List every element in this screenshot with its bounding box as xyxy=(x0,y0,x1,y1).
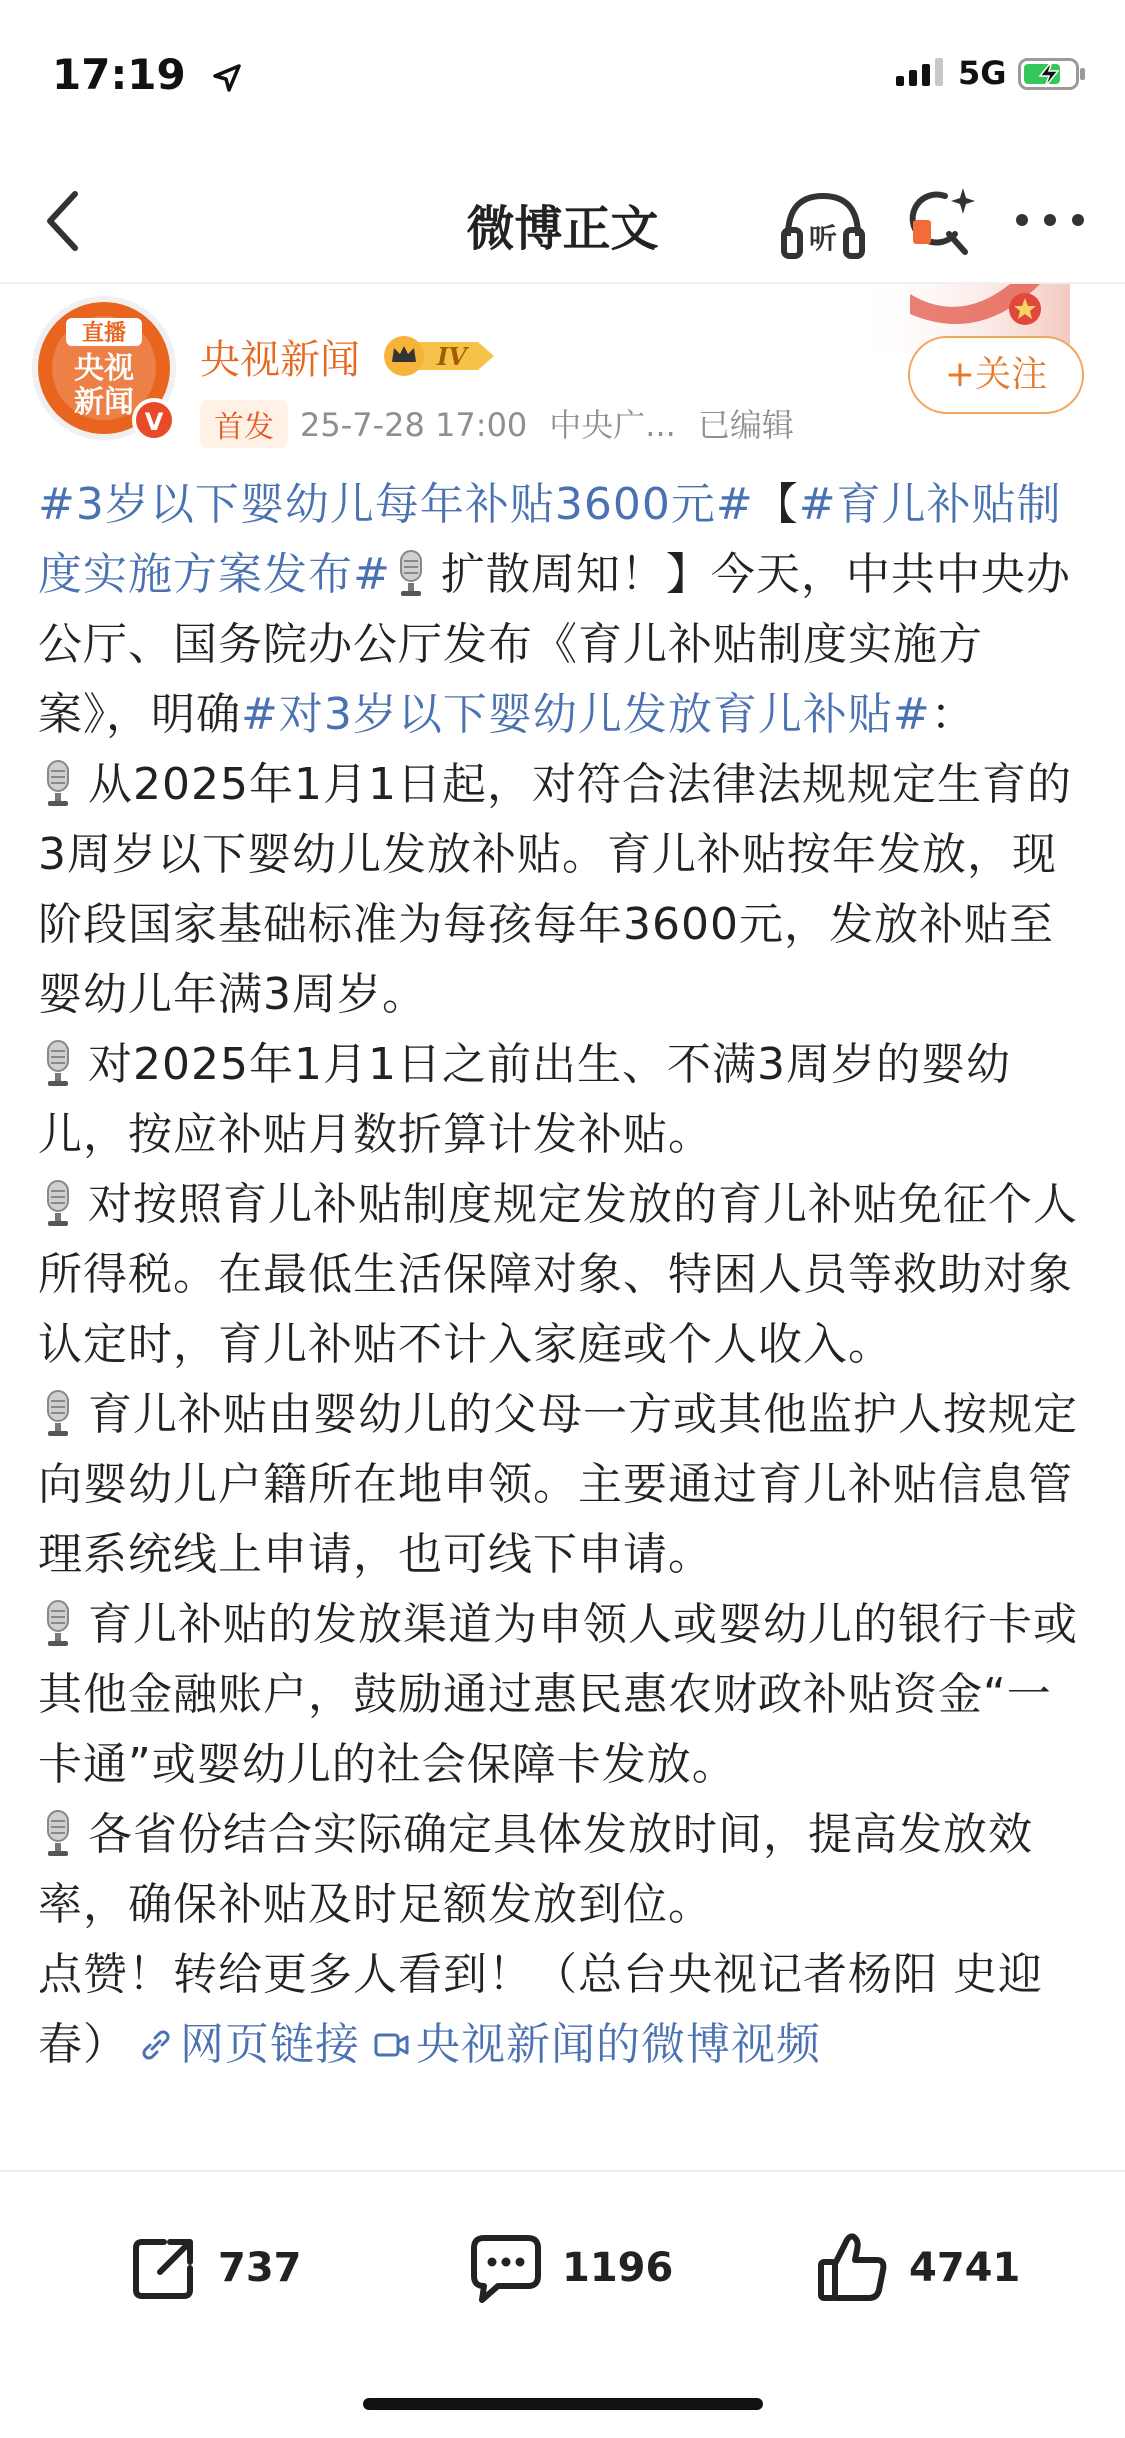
listen-button[interactable] xyxy=(778,184,868,264)
intro-paragraph xyxy=(38,470,1083,750)
post-timestamp: 25-7-28 17:00 xyxy=(300,406,528,444)
hashtag-link[interactable]: #育儿补贴制度实施方案发布# xyxy=(38,479,1062,600)
cellular-signal-icon xyxy=(896,58,946,86)
web-link[interactable] xyxy=(128,2019,360,2070)
repost-count: 737 xyxy=(218,2245,302,2291)
ai-search-button[interactable] xyxy=(895,182,985,262)
share-arrow-icon xyxy=(128,2232,200,2304)
bullet-point xyxy=(38,750,1083,1030)
microphone-emoji-icon xyxy=(38,1039,78,1089)
bullet-text: 对按照育儿补贴制度规定发放的育儿补贴免征个人所得税。在最低生活保障对象、特困人员等救助对象认定时，育儿补贴不计入家庭或个人收入。 xyxy=(38,1179,1078,1370)
home-indicator xyxy=(363,2398,763,2410)
video-icon xyxy=(372,2025,412,2065)
nav-bar xyxy=(0,160,1125,280)
time-text: 17:19 xyxy=(52,50,186,99)
svg-text:直播: 直播 xyxy=(81,321,127,346)
svg-text:V: V xyxy=(144,408,164,436)
bullet-text: 对2025年1月1日之前出生、不满3周岁的婴幼儿，按应补贴月数折算计发补贴。 xyxy=(38,1039,1011,1160)
repost-button[interactable] xyxy=(128,2228,302,2308)
back-button[interactable] xyxy=(30,184,100,258)
more-options-button[interactable] xyxy=(1010,200,1090,240)
comment-count: 1196 xyxy=(562,2245,674,2291)
first-post-badge: 首发 xyxy=(200,400,288,448)
bullet-point xyxy=(38,1590,1083,1800)
comment-button[interactable] xyxy=(468,2228,673,2308)
bullet-point xyxy=(38,1380,1083,1590)
bullet-text: 育儿补贴由婴幼儿的父母一方或其他监护人按规定向婴幼儿户籍所在地申领。主要通过育儿补贴信息管理系统线上申请，也可线下申请。 xyxy=(38,1389,1078,1580)
hashtag-link[interactable]: #对3岁以下婴幼儿发放育儿补贴# xyxy=(241,689,931,740)
bracket-text: 【 xyxy=(753,479,799,530)
location-arrow-icon xyxy=(212,63,242,93)
microphone-emoji-icon xyxy=(38,1179,78,1229)
microphone-emoji-icon xyxy=(38,1389,78,1439)
vip-crown-badge-icon xyxy=(382,334,502,378)
network-type: 5G xyxy=(958,54,1007,92)
battery-charging-icon xyxy=(1018,58,1088,90)
video-link-label: 央视新闻的微博视频 xyxy=(416,2019,821,2070)
author-name[interactable]: 央视新闻 xyxy=(200,337,360,383)
video-link[interactable] xyxy=(360,2019,821,2070)
comment-bubble-icon xyxy=(468,2230,544,2306)
post-meta xyxy=(300,400,816,446)
web-link-label: 网页链接 xyxy=(180,2019,360,2070)
page-title: 微博正文 xyxy=(466,201,659,257)
more-dots-icon xyxy=(1010,200,1090,240)
edited-label: 已编辑 xyxy=(697,406,794,444)
thumbs-up-icon xyxy=(815,2230,891,2306)
hashtag-link[interactable]: #3岁以下婴幼儿每年补贴3600元# xyxy=(38,479,754,530)
svg-text:听: 听 xyxy=(808,222,838,255)
svg-text:IV: IV xyxy=(437,342,467,371)
like-button[interactable] xyxy=(815,2228,1020,2308)
bullet-text: 从2025年1月1日起，对符合法律法规规定生育的3周岁以下婴幼儿发放补贴。育儿补贴按年发放，现阶段国家基础标准为每孩每年3600元，发放补贴至婴幼儿年满3周岁。 xyxy=(38,759,1072,1020)
follow-button[interactable]: +关注 xyxy=(908,336,1084,414)
link-icon xyxy=(136,2025,176,2065)
post-content xyxy=(38,470,1083,2080)
cctv-news-avatar-icon xyxy=(26,290,186,450)
closing-paragraph xyxy=(38,1940,1083,2080)
chevron-left-icon xyxy=(30,184,100,258)
avatar[interactable] xyxy=(26,290,186,450)
post-source: 中央广... xyxy=(549,406,676,444)
magnifier-sparkle-icon xyxy=(895,182,985,262)
microphone-emoji-icon xyxy=(38,759,78,809)
svg-text:央视: 央视 xyxy=(74,351,134,386)
headphones-listen-icon xyxy=(778,184,868,264)
bullet-point xyxy=(38,1800,1083,1940)
bullet-point xyxy=(38,1170,1083,1380)
closing-text: 点赞！转给更多人看到！（总台央视记者杨阳 史迎春） xyxy=(38,1949,1043,2070)
intro-text: 扩散周知！】今天，中共中央办公厅、国务院办公厅发布《育儿补贴制度实施方案》，明确 xyxy=(38,549,1071,740)
bullet-point xyxy=(38,1030,1083,1170)
microphone-emoji-icon xyxy=(38,1599,78,1649)
svg-text:新闻: 新闻 xyxy=(74,385,134,420)
bullet-text: 育儿补贴的发放渠道为申领人或婴幼儿的银行卡或其他金融账户，鼓励通过惠民惠农财政补贴资金“一卡通”或婴幼儿的社会保障卡发放。 xyxy=(38,1599,1078,1790)
microphone-emoji-icon xyxy=(391,549,431,599)
bullet-text: 各省份结合实际确定具体发放时间，提高发放效率，确保补贴及时足额发放到位。 xyxy=(38,1809,1033,1930)
status-bar xyxy=(0,0,1125,160)
status-time xyxy=(52,50,242,99)
like-count: 4741 xyxy=(909,2245,1021,2291)
microphone-emoji-icon xyxy=(38,1809,78,1859)
colon-text: ： xyxy=(930,689,976,740)
